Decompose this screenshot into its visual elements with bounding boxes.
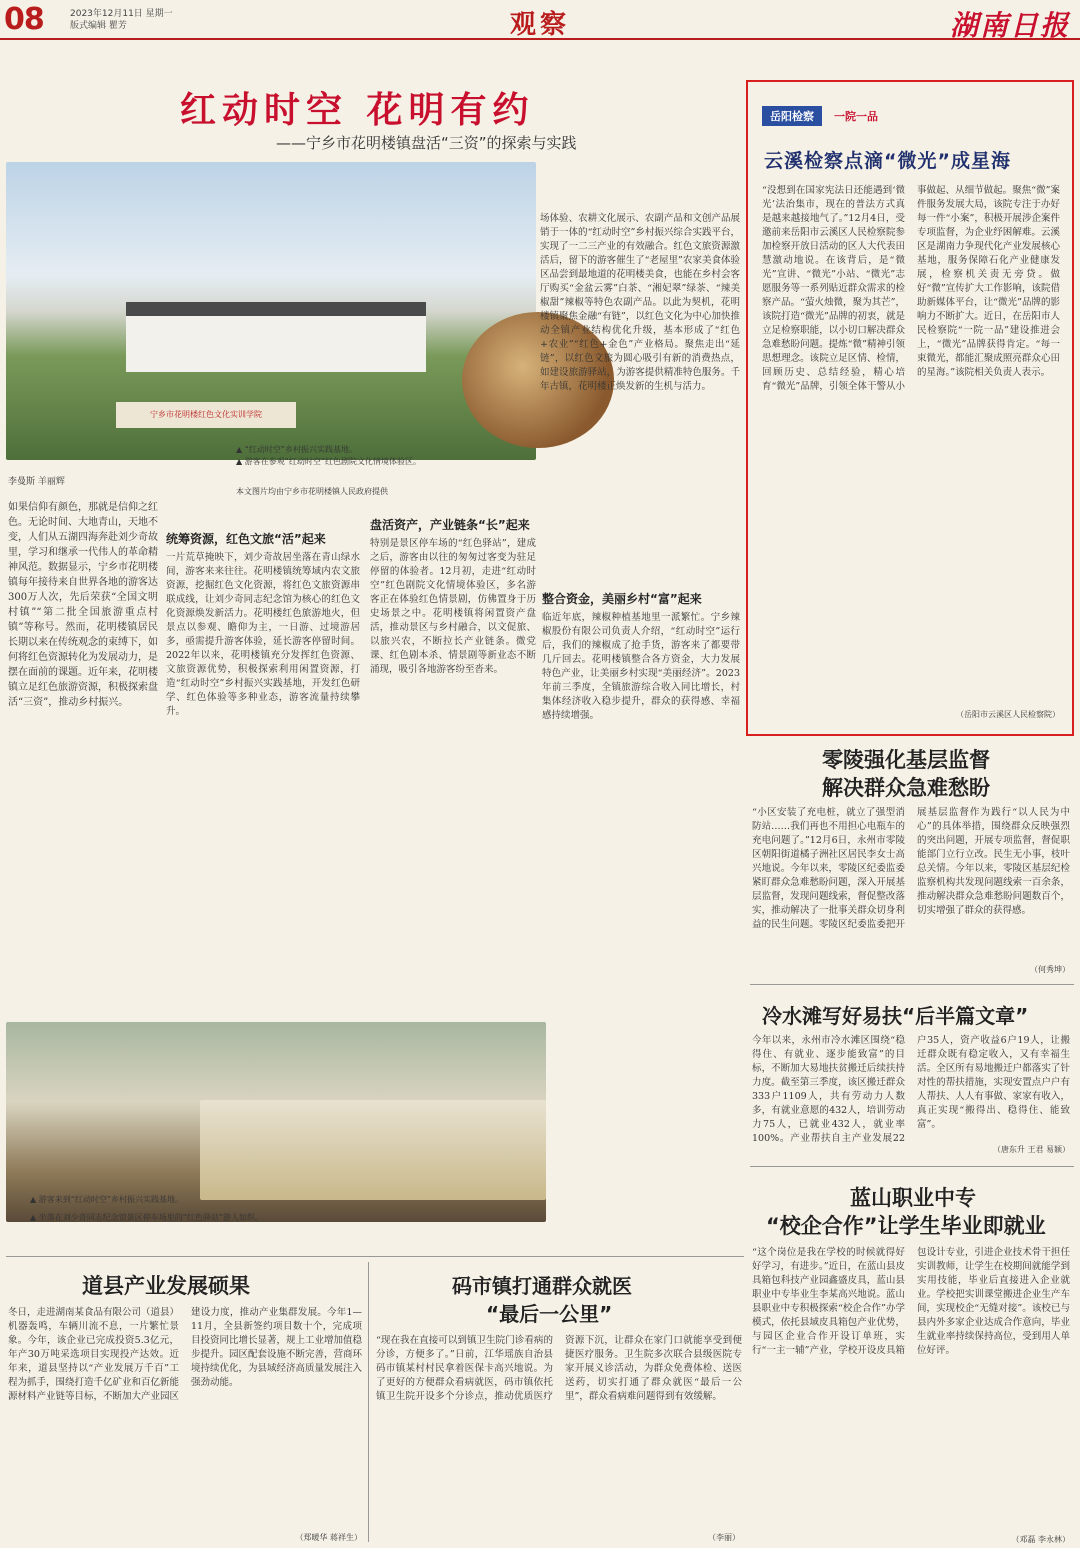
divider (6, 1256, 744, 1257)
section-2-text: 特别是景区停车场的“红色驿站”，建成之后，游客由以往的匆匆过客变为驻足停留的体验者。12月初，走进“红动时空”红色剧院文化情境体验区，多名游客正在体验红色情景剧，仿佛置身于历史场景之中。花明楼镇将闲置资产盘活，推动景区与乡村融合，以文促旅、以旅兴农，不断拉长产业链条。微党课、红色剧本杀、情景剧等新业态不断涌现，吸引各地游客纷至沓来。 (370, 538, 536, 675)
newspaper-logo: 湖南日报 (949, 9, 1070, 42)
mashi-article-text: “现在我在直接可以到镇卫生院门诊看病的分诊，方便多了。”日前，江华瑶族自治县码市镇某村村民拿着医保卡高兴地说。为了更好的方便群众看病就医，码市镇依托镇卫生院开设多个分诊点，推动优质医疗资源下沉，让群众在家门口就能享受到便捷医疗服务。卫生院多次联合县级医院专家开展义诊活动，为群众免费体检、送医送药，切实打通了群众就医“最后一公里”，群众看病难问题得到有效缓解。 (376, 1335, 742, 1402)
lead-article-authors: 李曼斯 羊丽辉 (8, 477, 65, 487)
mashi-title-line-1: 码市镇打通群众就医 (452, 1274, 632, 1298)
lengshuitan-article-text: 今年以来，永州市冷水滩区围绕“稳得住、有就业、逐步能致富”的目标，不断加大易地扶贫搬迁后续扶持力度。截至第三季度，该区搬迁群众333户1109人，共有劳动力人数多，有就业意愿的432人，培训劳动力75人，已就业432人，就业率100%。产业帮扶自主产业发展22户35人，资产收益6户19人，让搬迁群众既有稳定收入，又有幸福生活。全区所有易地搬迁户都落实了针对性的帮扶措施，实现安置点户户有人帮扶、人人有事做、家家有收入，真正实现“搬得出、稳得住、能致富”。 (752, 1035, 1070, 1144)
article-tag-suffix: 一院一品 (834, 110, 878, 123)
lingling-title-line-2: 解决群众急难愁盼 (822, 776, 990, 800)
village-wall-text: 宁乡市花明楼红色文化实训学院 (116, 402, 296, 428)
lanshan-byline: （邓磊 李永林） (1011, 1535, 1070, 1544)
red-station-hall-photo (200, 1100, 546, 1200)
lead-article-title: 红动时空 花明有约 (180, 90, 535, 131)
village-photo (6, 162, 536, 460)
photo-credit: 本文图片均由宁乡市花明楼镇人民政府提供 (236, 487, 388, 496)
section-name: 观察 (510, 10, 571, 40)
divider (750, 984, 1074, 985)
boxed-article-byline: （岳阳市云溪区人民检察院） (956, 710, 1060, 719)
divider (368, 1262, 369, 1542)
lingling-title-line-1: 零陵强化基层监督 (822, 748, 990, 772)
date-block (70, 8, 173, 32)
daoxian-title: 道县产业发展硕果 (82, 1274, 250, 1298)
daoxian-byline: （郑暖华 蒋祥生） (295, 1533, 362, 1542)
yueyang-procuratorate-article (746, 80, 1074, 736)
mashi-byline: （李丽） (708, 1533, 740, 1542)
lead-article-intro: 如果信仰有颜色，那就是信仰之红色。无论时间、大地青山，天地不变，人们从五湖四海奔赴刘少奇故里，学习和继承一代伟人的革命精神风范。数据显示，宁乡市花明楼镇每年接待来自世界各地的游客达300万人次，先后荣获“全国文明村镇”“第二批全国旅游重点村镇”等称号。然而，花明楼镇居民长期以来在传统观念的束缚下，如何将红色资源转化为发展动力，是摆在面前的课题。近年来，花明楼镇立足红色旅游资源，积极探索盘活“三资”，推动乡村振兴。 (8, 502, 158, 708)
daoxian-article-text: 冬日，走进湖南某食品有限公司（道县）机器轰鸣，车辆川流不息，一片繁忙景象。今年，该企业已完成投资5.3亿元，年产30万吨采选项目实现投产达效。近年来，道县坚持以“产业发展万千百”工程为抓手，围绕打造千亿矿业和百亿新能源材料产业链等目标，不断加大产业园区建设力度，推动产业集群发展。今年1—11月，全县新签约项目数十个，完成项目投资同比增长显著，规上工业增加值稳步提升。园区配套设施不断完善，营商环境持续优化，为县域经济高质量发展注入强劲动能。 (8, 1307, 362, 1402)
lanshan-article-text: “这个岗位是我在学校的时候就得好好学习，有进步。”近日，在蓝山县皮具箱包科技产业园鑫盛皮具，蓝山县职业中专毕业生李某高兴地说。蓝山县职业中专积极探索“校企合作”办学模式，依托县域皮具箱包产业优势，与园区企业合作开设订单班，实行“一主一辅”产业，学校开设皮具箱包设计专业，引进企业技术骨干担任实训教师，让学生在校期间就能学到实用技能，毕业后直接进入企业就业。学校把实训课堂搬进企业生产车间，实现校企“无缝对接”。该校已与县内外多家企业达成合作意向，毕业生就业率持续保持高位，受到用人单位好评。 (752, 1247, 1070, 1356)
section-3-text: 临近年底，辣椒种植基地里一派繁忙。宁乡辣椒股份有限公司负责人介绍，“红动时空”运行后，我们的辣椒成了抢手货，游客来了都要带几斤回去。花明楼镇整合各方资金，大力发展特色产业，让美丽乡村实现“美丽经济”。2023年前三季度，全镇旅游综合收入同比增长，村集体经济收入稳步提升，群众的获得感、幸福感持续增强。 (542, 612, 740, 721)
photo-caption-4: ▲ 坐落在刘少奇同志纪念馆景区停车场里的“红色驿站”游人如织。 (30, 1213, 263, 1222)
lanshan-title-line-2: “校企合作”让学生毕业即就业 (766, 1214, 1046, 1238)
boxed-article-text: “没想到在国家宪法日还能遇到‘微光’法治集市，现在的普法方式真是越来越接地气了。”12月4日，受邀前来岳阳市云溪区人民检察院参加检察开放日活动的区人大代表田慧激动地说。在该背后，是“微光”宣讲、“微光”小站、“微光”志愿服务等一系列贴近群众需求的检察产品。“萤火烛微，聚为其芒”，该院打造“微光”品牌的初衷，就是立足检察职能，以小切口解决群众急难愁盼问题。提炼“微”精神引领思想理念。该院立足区情、检情，回顾历史、总结经验，精心培育“微光”品牌，引领全体干警从小事做起、从细节做起。聚焦“微”案件服务发展大局，该院专注于办好每一件“小案”，积极开展涉企案件专项监督，为企业纾困解难。云溪区是湖南力争现代化产业发展核心基地，服务保障石化产业健康发展，检察机关责无旁贷。做好“微”宣传扩大工作影响，该院借助新媒体平台，让“微光”品牌的影响力不断扩大。近日，在岳阳市人民检察院“一院一品”建设推进会上，“微光”品牌获得肯定。“每一束微光，都能汇聚成照亮群众心田的星海。”该院相关负责人表示。 (762, 185, 1060, 392)
issue-date: 2023年12月11日 星期一 (70, 9, 173, 19)
photo-caption-3: ▲ 游客来到“红动时空”乡村振兴实践基地。 (30, 1195, 183, 1204)
lead-article-section-3 (542, 584, 740, 1214)
editors: 版式编辑 瞿芳 (70, 21, 127, 31)
lengshuitan-title: 冷水滩写好易扶“后半篇文章” (762, 1004, 1029, 1028)
village-building (126, 302, 426, 372)
lanshan-title-line-1: 蓝山职业中专 (850, 1186, 976, 1210)
section-2-title: 盘活资产，产业链条“长”起来 (370, 518, 530, 532)
mashi-title-line-2: “最后一公里” (486, 1302, 613, 1326)
section-1-text: 一片荒草掩映下，刘少奇故居坐落在青山绿水间，游客来来往往。花明楼镇统筹域内农文旅资源，挖掘红色文化资源，将红色文旅资源串联成线，让刘少奇同志纪念馆为核心的红色文化资源焕发新活力。花明楼红色旅游地火，但景点以参观、瞻仰为主，一日游、过境游居多，亟需提升游客体验，延长游客停留时间。2022年以来，花明楼镇充分发挥红色资源、文旅资源优势，积极探索利用闲置资源，打造“红动时空”乡村振兴实践基地，开发红色研学、红色体验等多种业态，游客流量持续攀升。 (166, 552, 360, 717)
masthead (0, 0, 1080, 40)
lengshuitan-byline: （唐东升 王君 易颖） (992, 1145, 1070, 1154)
lingling-byline: （何秀坤） (1030, 965, 1070, 974)
boxed-article-title: 云溪检察点滴“微光”成星海 (764, 150, 1011, 172)
article-tag: 岳阳检察 (762, 106, 822, 126)
lingling-article-text: “小区安装了充电桩，就立了强型消防站……我们再也不用担心电瓶车的充电问题了。”12月6日，永州市零陵区朝阳街道橘子洲社区居民李女士高兴地说。今年以来，零陵区纪委监委紧盯群众急难愁盼问题，深入开展基层监督，发现问题线索，督促整改落实，推动解决了一批事关群众切身利益的民生问题。零陵区纪委监委把开展基层监督作为践行“以人民为中心”的具体举措，围绕群众反映强烈的突出问题，开展专项监督，督促职能部门立行立改。民生无小事，枝叶总关情。今年以来，零陵区基层纪检监察机构共发现问题线索一百余条，推动解决群众急难愁盼问题数百个，切实增强了群众的获得感。 (752, 807, 1070, 930)
section-1-title: 统筹资源，红色文旅“活”起来 (166, 532, 326, 546)
photo-caption-1: ▲ “红动时空”乡村振兴实践基地。 ▲ 游客在参观“红动时空”红色剧院文化情境体验区。 (236, 445, 421, 466)
lead-article-right-column: 场体验、农耕文化展示、农副产品和文创产品展销于一体的“红动时空”乡村振兴综合实践平台，实现了一二三产业的有效融合。红色文旅资源激活后，留下的游客催生了“老屋里”农家美食体验区品尝到最地道的花明楼美食，也能在乡村会客厅购买“金盆云雾”白茶、“湘妃翠”绿茶、“辣美椒甜”辣椒等特色农副产品。以此为契机，花明楼镇聚焦金融“有链”，以红色文化为中心加快推动全镇产业结构优化升级，基本形成了“红色+农业”“红色+金色”产业格局。聚焦走出“延链”，以红色文旅为圆心吸引有新的消费热点，如建设旅游驿站，为游客提供精准特色服务。千年古镇，花明楼正焕发新的生机与活力。 (540, 213, 740, 392)
lead-article-section-2 (370, 510, 536, 1004)
lead-article-section-1 (166, 524, 360, 1004)
section-3-title: 整合资金，美丽乡村“富”起来 (542, 592, 702, 606)
divider (750, 1166, 1074, 1167)
lead-article-subtitle: ——宁乡市花明楼镇盘活“三资”的探索与实践 (276, 134, 577, 152)
page-number: 08 (4, 2, 44, 37)
